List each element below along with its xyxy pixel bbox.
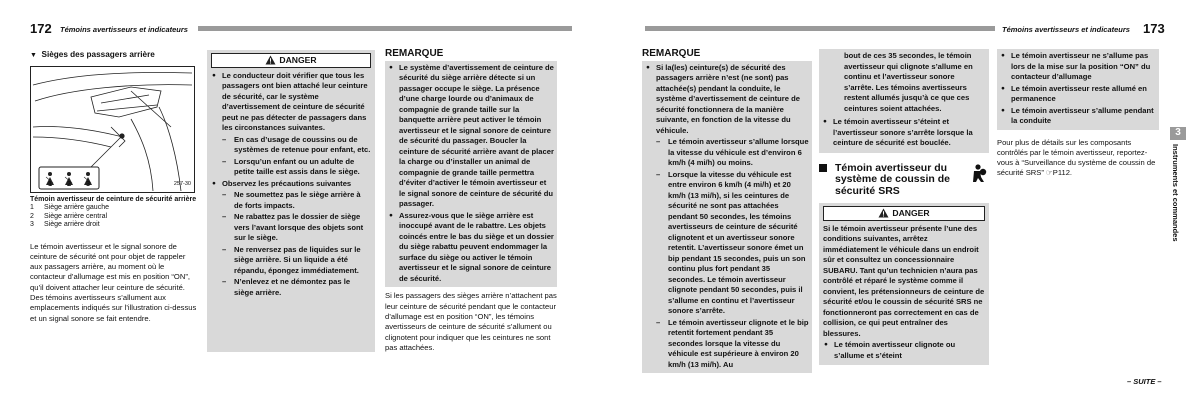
remark-dash-item: – Le témoin avertisseur clignote et le bip retentit fortement pendant 35 secondes lorsque la vitesse du véhicule est supérieure à environ 20 km/h (13 mi/h). Au [645,318,809,371]
remark-continuation [819,49,989,117]
body-paragraph: Le témoin avertisseur et le signal sonore de ceinture de sécurité ont pour objet de rappeler aux passagers arrière, au moment où le contacteur d’allumage est mis en position “ON”, qu’il doivent attacher leur ceinture de sécurité. Des témoins avertisseurs s’allument aux emplacements indiqués sur l’illustration ci-dessus et un signal sonore se fait entendre. [30,241,197,323]
running-head-left: Témoins avertisseurs et indicateurs [60,25,188,34]
remark-bullet: ● Le système d’avertissement de ceinture de sécurité du siège arrière détecte si un passager occupe le siège. La présence d’une charge lourde ou d’animaux de compagnie de grande taille sur la banquette arrière peut activer le témoin avertisseur et le signal sonore de ceinture de sécurité du passager. Boucler la ceinture de sécurité arrière avant de placer la charge ou d’installer un animal de compagnie de grande taille permettra d’éviter d’activer le témoin avertisseur et le signal sonore de ceinture de sécurité du passager. [388,63,554,210]
figure-callout-1: 1 [48,178,53,188]
remark-box [819,117,989,153]
continued-footer: – SUITE – [1127,377,1162,386]
danger-dash-item: – Ne rabattez pas le dossier de siège vers l’avant lorsque des objets sont sur le siège. [211,212,371,244]
figure-callout-2: 2 [67,178,72,188]
body-paragraph: Pour plus de détails sur les composants contrôlés par le témoin avertisseur, reportez-vous à “Surveillance du système de coussin de sécurité SRS” ☞P112. [997,137,1156,178]
danger-dash-item: – En cas d’usage de coussins ou de systèmes de retenue pour enfant, etc. [211,135,371,156]
left-column-3 [385,49,557,353]
danger-box-right [819,203,989,365]
page-number-left: 172 [30,21,52,36]
remark-box [385,61,557,288]
chapter-sidebar [1171,144,1190,264]
danger-dash-item: – N’enlevez et ne démontez pas le siège arrière. [211,277,371,298]
legend-item: 2 Siège arrière central [30,212,108,220]
remark-dash-item: – Lorsque la vitesse du véhicule est entre environ 6 km/h (4 mi/h) et 20 km/h (13 mi/h), si les ceintures de sécurité ne sont pas attachées pendant 50 secondes, les témoins avertisseurs de ceinture de sécurité clignotent et un avertisseur sonore retentit. L’avertisseur sonore émet un bip pendant 15 secondes, puis un son continu plus fort pendant 35 secondes. Le témoin avertisseur clignote pendant 50 secondes, puis il s’allume en continu et l’avertisseur sonore s’arrête. [645,170,809,317]
figure-caption: Témoin avertisseur de ceinture de sécurité arrière [30,195,197,203]
remark-bullet: ● Si la(les) ceinture(s) de sécurité des passagers arrière n’est (ne sont) pas attachée(s) pendant la conduite, le système d’avertissement de ceinture de sécurité fonctionnera de la manière suivante, en fonction de la vitesse du véhicule. [645,63,809,137]
running-head-right: Témoins avertisseurs et indicateurs [1002,25,1130,34]
chapter-tab: 3 [1170,127,1186,140]
right-column-2 [819,49,989,365]
rear-seatbelt-figure [30,66,195,193]
page-number-right: 173 [1143,21,1165,36]
right-column-1 [642,49,812,373]
danger-paragraph: Si le témoin avertisseur présente l’une des conditions suivantes, arrêtez immédiatement le véhicule dans un endroit sûr et consultez un concessionnaire SUBARU. Tant qu’un technicien n’aura pas contrôlé et réparé le système comme il convient, les prétensionneurs de ceinture de sécurité et/ou le coussin de sécurité SRS ne fonctionneront pas correctement en cas de collision, ce qui peut entraîner des blessures. [823,223,985,338]
figure-legend [30,204,198,229]
danger-dash-item: – Ne soumettez pas le siège arrière à de forts impacts. [211,190,371,211]
danger-header: DANGER [823,206,985,221]
warning-icon [878,208,889,218]
section-title-rear-seats: ▼ Sièges des passagers arrière [30,50,155,59]
legend-item: 3 Siège arrière droit [30,221,100,229]
danger-dash-item: – Lorsqu’un enfant ou un adulte de petite taille est assis dans le siège. [211,157,371,178]
dashboard-illustration [31,67,194,192]
srs-section-heading [819,163,989,198]
header-rule-right [645,26,995,31]
right-column-3 [997,49,1159,179]
remark-continuation-text: bout de ces 35 secondes, le témoin avertisseur qui clignote s’allume en continu et l’avertisseur sonore s’arrête. Les témoins avertisseurs restent allumés jusqu’à ce que ces ceintures soient attachées. [844,51,973,113]
left-column-1 [30,50,198,324]
danger-continuation [997,49,1159,130]
danger-box-left [207,50,375,352]
legend-item: 1 Siège arrière gauche [30,204,109,212]
body-paragraph: Si les passagers des sièges arrière n’attachent pas leur ceinture de sécurité pendant que le contacteur d’allumage est en position “ON”, les témoins avertisseurs de ceinture de sécurité s’allument ou clignotent pour indiquer que les ceintures ne sont pas attachées. [385,291,557,352]
danger-dash-item: – Ne renversez pas de liquides sur le siège arrière. Si un liquide a été répandu, épongez immédiatement. [211,245,371,277]
danger-bullet: ● Observez les précautions suivantes [211,179,371,190]
remark-bullet: ● Assurez-vous que le siège arrière est inoccupé avant de le rabattre. Les objets coincés entre le bas du siège et un dossier du siège rabattu peuvent endommager la surface du siège ou activer le témoin avertisseur et le signal sonore de ceinture de sécurité. [388,211,554,285]
figure-code: 257-30 [173,181,191,187]
figure-callout-3: 3 [86,178,91,188]
danger-bullet: ● Le témoin avertisseur reste allumé en permanence [1000,84,1156,105]
remark-title: REMARQUE [642,48,701,59]
srs-section-title: Témoin avertisseur du système de coussin de sécurité SRS [835,161,950,197]
danger-bullet: ● Le conducteur doit vérifier que tous les passagers ont bien attaché leur ceinture de sécurité, car le système d’avertissement de ceinture de sécurité peut ne pas détecter de passagers dans les circonstances suivantes. [211,71,371,134]
remark-title: REMARQUE [385,48,444,59]
chapter-title: Instruments et commandes [1171,144,1180,242]
airbag-person-icon [969,163,987,183]
danger-header: DANGER [211,53,371,68]
warning-icon [265,55,276,65]
danger-bullet: ● Le témoin avertisseur ne s’allume pas lors de la mise sur la position “ON” du contacteur d’allumage [1000,51,1156,83]
remark-dash-item: – Le témoin avertisseur s’allume lorsque la vitesse du véhicule est d’environ 6 km/h (4 mi/h) ou moins. [645,137,809,169]
remark-bullet: ● Le témoin avertisseur s’éteint et l’avertisseur sonore s’arrête lorsque la ceinture de sécurité est bouclée. [822,117,986,149]
danger-bullet: ● Le témoin avertisseur clignote ou s’allume et s’éteint [823,340,985,361]
danger-bullet: ● Le témoin avertisseur s’allume pendant la conduite [1000,106,1156,127]
remark-box [642,61,812,374]
header-rule-left [198,26,572,31]
section-square-icon [819,164,827,172]
